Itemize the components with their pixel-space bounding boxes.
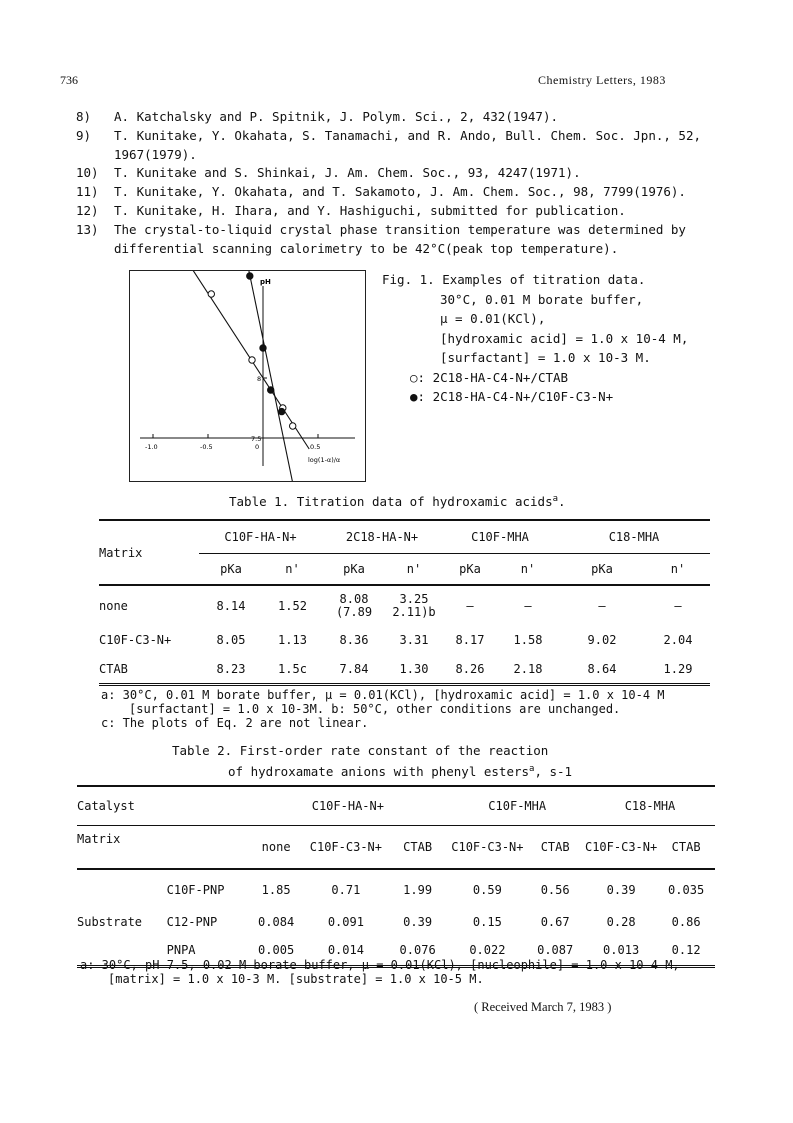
matrix-header: Matrix	[99, 545, 143, 560]
sub-header: C10F-C3-N+	[584, 839, 658, 854]
x-tick-label: -1.0	[145, 443, 158, 451]
table1-title: Table 1. Titration data of hydroxamic acids$^a$.	[229, 494, 566, 510]
y-tick-label: 8	[257, 375, 262, 383]
table-row: C10F-PNP 1.85 0.71 1.99 0.59 0.56 0.39 0.035	[77, 869, 715, 909]
table2-notes: a: 30°C, pH 7.5, 0.02 M borate buffer, μ = 0.01(KCl), [nucleophile] = 1.0 x 10-4 M, [matrix] = 1.0 x 10-3 M. [substrate] = 1.0 x 10-5 M.	[80, 958, 680, 986]
sub-header: pKa	[220, 561, 242, 576]
sub-header: pKa	[591, 561, 613, 576]
column-header: C10F-MHA	[488, 798, 547, 813]
open-data-point	[208, 291, 214, 297]
reference-item: 12) T. Kunitake, H. Ihara, and Y. Hashiguchi, submitted for publication.	[76, 202, 626, 218]
titration-chart	[130, 271, 365, 481]
column-header: C10F-HA-N+	[311, 798, 384, 813]
caption-title: Fig. 1. Examples of titration data.	[382, 272, 646, 287]
figure-1-plot	[129, 270, 366, 482]
caption-line: μ = 0.01(KCl),	[440, 311, 546, 326]
column-header: C18-MHA	[608, 529, 660, 544]
y-tick-label: 7.5	[251, 435, 262, 443]
open-data-point	[290, 423, 296, 429]
reference-item: 8) A. Katchalsky and P. Spitnik, J. Polym. Sci., 2, 432(1947).	[76, 109, 559, 124]
table2	[77, 785, 715, 968]
table-row: PNPA 0.005 0.014 0.076 0.022 0.087 0.013 0.12	[166, 943, 701, 957]
caption-line: [surfactant] = 1.0 x 10-3 M.	[440, 350, 651, 365]
table-row: C10F-C3-N+ 8.05 1.13 8.36 3.31 8.17 1.58 9.02 2.04	[99, 633, 693, 647]
sub-header: CTAB	[403, 839, 433, 854]
catalyst-header: Catalyst	[77, 798, 135, 813]
sub-header: CTAB	[540, 839, 570, 854]
table-row: CTAB 8.23 1.5c 7.84 1.30 8.26 2.18 8.64 1.29	[99, 662, 693, 676]
sub-header: CTAB	[671, 839, 701, 854]
caption-line: 30°C, 0.01 M borate buffer,	[440, 291, 644, 307]
sub-header: C10F-C3-N+	[451, 839, 524, 854]
x-tick-label: 0	[255, 443, 260, 451]
sub-header: pKa	[343, 561, 365, 576]
column-header: C10F-HA-N+	[224, 529, 297, 544]
journal-name: Chemistry Letters, 1983	[538, 73, 666, 87]
table2-title: Table 2. First-order rate constant of the reaction of hydroxamate anions with phenyl esters$^a$, s-1	[172, 743, 573, 780]
legend-open-circle: ○: 2C18-HA-C4-N+/CTAB	[410, 369, 569, 385]
column-header: C10F-MHA	[471, 529, 529, 544]
sub-header: n'	[670, 561, 686, 576]
filled-data-point	[268, 387, 274, 393]
reference-item: 11) T. Kunitake, Y. Okahata, and T. Sakamoto, J. Am. Chem. Soc., 98, 7799(1976).	[76, 184, 686, 200]
matrix-header: Matrix	[77, 831, 121, 846]
series-fit-line	[148, 271, 310, 449]
x-axis-label: log(1-α)/α	[308, 456, 341, 464]
sub-header: none	[261, 839, 291, 854]
filled-data-point	[247, 273, 253, 279]
sub-header: C10F-C3-N+	[309, 839, 382, 854]
sub-header: n'	[406, 561, 422, 576]
figure-caption	[382, 270, 688, 407]
y-axis-label: pH	[260, 278, 271, 286]
legend-filled-circle: ●: 2C18-HA-C4-N+/C10F-C3-N+	[410, 389, 614, 404]
table-row: Substrate C12-PNP 0.084 0.091 0.39 0.15 0.67 0.28 0.86	[77, 909, 715, 935]
reference-item: 9) T. Kunitake, Y. Okahata, S. Tanamachi, and R. Ando, Bull. Chem. Soc. Jpn., 52, 1967(1979).	[76, 127, 701, 162]
sub-header: n'	[285, 561, 300, 576]
filled-data-point	[279, 408, 285, 414]
x-tick-label: 0.5	[310, 443, 321, 451]
references-list	[76, 108, 716, 258]
open-data-point	[249, 357, 255, 363]
substrate-label: Substrate	[77, 915, 143, 929]
caption-line: [hydroxamic acid] = 1.0 x 10-4 M,	[440, 330, 689, 346]
column-header: C18-MHA	[624, 798, 676, 813]
received-date: ( Received March 7, 1983 )	[474, 1000, 612, 1014]
reference-item: 13) The crystal-to-liquid crystal phase transition temperature was determined by differential scanning calorimetry to be 42°C(peak top temperature).	[76, 221, 686, 256]
reference-item: 10) T. Kunitake and S. Shinkai, J. Am. Chem. Soc., 93, 4247(1971).	[76, 165, 581, 181]
table1-notes: a: 30°C, 0.01 M borate buffer, μ = 0.01(KCl), [hydroxamic acid] = 1.0 x 10-4 M [surfactant] = 1.0 x 10-3M. b: 50°C, other conditions are unchanged. c: The plots of Eq. 2 are not linear.	[101, 688, 665, 730]
table1	[99, 519, 710, 686]
sub-header: pKa	[459, 561, 481, 576]
x-tick-label: -0.5	[200, 443, 213, 451]
page-number: 736	[60, 73, 78, 87]
sub-header: n'	[520, 561, 536, 576]
filled-data-point	[260, 345, 266, 351]
column-header: 2C18-HA-N+	[345, 529, 419, 544]
table-row: none 8.14 1.52 8.08 (7.89 3.25 2.11)b — — — —	[99, 585, 710, 625]
